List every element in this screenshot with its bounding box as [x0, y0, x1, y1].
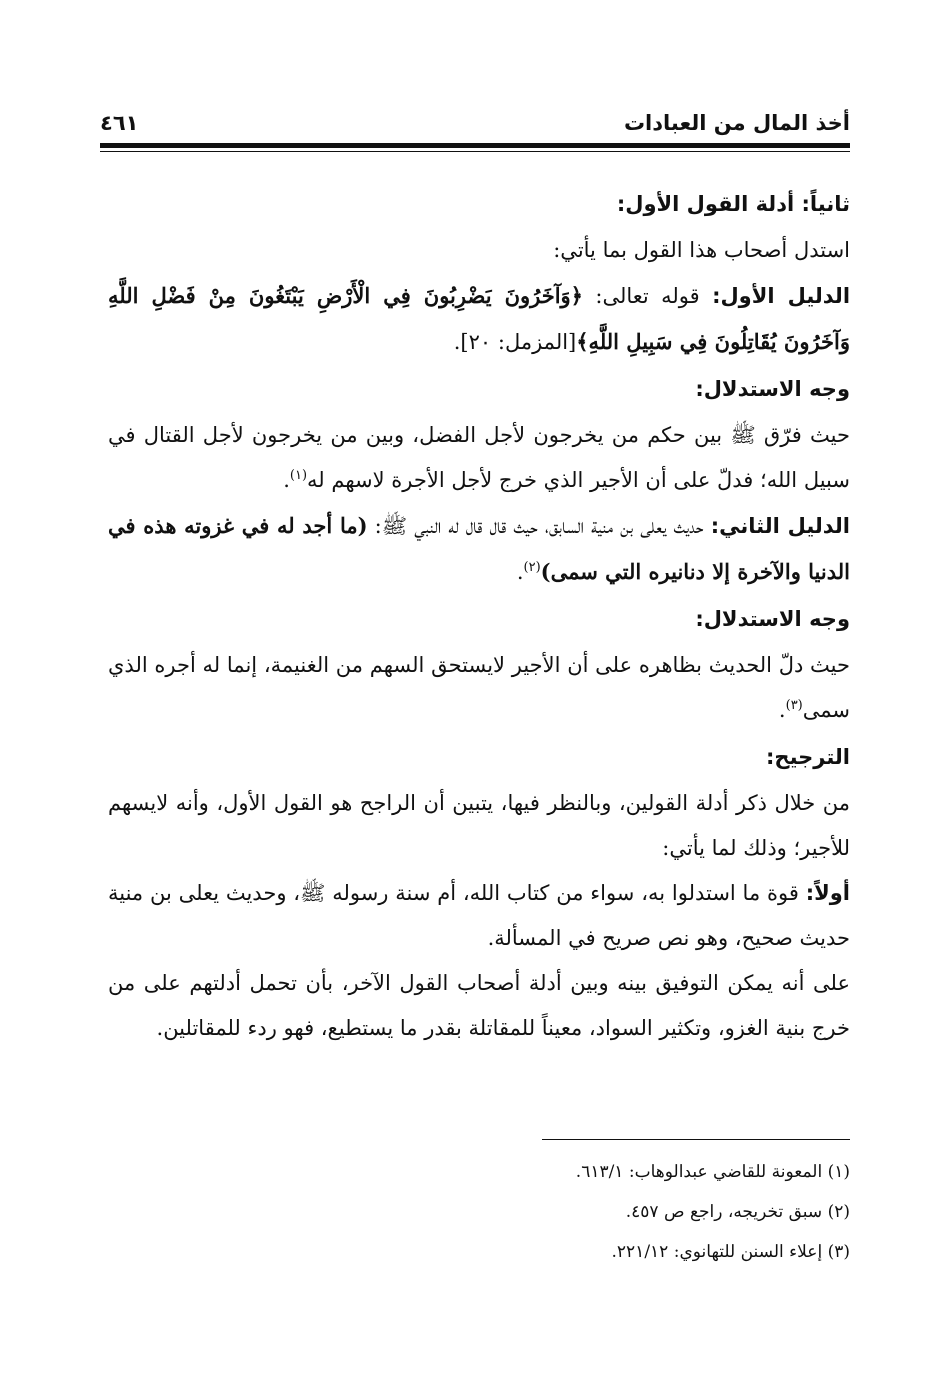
page-number: ٤٦١ [100, 111, 139, 135]
first-evidence-intro: قوله تعالى: [582, 284, 713, 308]
inference-heading-2: وجه الاستدلال: [695, 607, 850, 631]
reconciliation-paragraph: على أنه يمكن التوفيق بينه وبين أدلة أصحاب القول الآخر، بأن تحمل أدلتهم على من خرج بنية الغزو، وتكثير السواد، معيناً للمقاتلة بقدر ما يستطيع، فهو ردء للمقاتلين. [108, 971, 850, 1040]
footnote-2: (٢) سبق تخريجه، راجع ص ٤٥٧. [625, 1202, 850, 1222]
header-rule-thin [100, 151, 850, 152]
intro-paragraph: استدل أصحاب هذا القول بما يأتي: [553, 238, 850, 262]
second-evidence-paragraph: الدليل الثاني: حديث يعلى بن منية السابق، حيث قال قال له النبي ﷺ: (ما أجد له في غزوته هذه في الدنيا والآخرة إلا دنانيره التي سمى)$^{(٢)}$. [108, 513, 850, 584]
first-reason-label: أولاً: [805, 881, 850, 905]
first-reason-text: قوة ما استدلوا به، سواء من كتاب الله، أم سنة رسوله ﷺ، وحديث يعلى بن منية حديث صحيح، وهو نص صريح في المسألة. [108, 881, 850, 950]
preponderance-paragraph: من خلال ذكر أدلة القولين، وبالنظر فيها، يتبين أن الراجح هو القول الأول، وأنه لايسهم للأجير؛ وذلك لما يأتي: [108, 791, 850, 860]
first-evidence-label: الدليل الأول: [712, 284, 851, 308]
preponderance-heading: الترجيح: [766, 745, 850, 769]
first-reason-paragraph [108, 871, 850, 961]
page-body [108, 180, 850, 1051]
hadith-quote: (ما أجد له في غزوته هذه في الدنيا والآخرة إلا دنانيره التي سمى) [108, 513, 850, 584]
header-rule-thick [100, 143, 850, 148]
first-evidence-paragraph [108, 273, 850, 365]
footnote-3: (٣) إعلاء السنن للتهانوي: ٢٢١/١٢. [611, 1242, 850, 1262]
verse-reference: [المزمل: ٢٠]. [453, 330, 577, 354]
footnotes [100, 1152, 850, 1272]
second-evidence-label: الدليل الثاني: [710, 514, 850, 538]
inference-paragraph-1: حيث فرّق ﷺ بين حكم من يخرجون لأجل الفضل، وبين من يخرجون لأجل القتال في سبيل الله؛ فدلّ على أن الأجير الذي خرج لأجل الأجرة لاسهم له$^{(١)}$. [108, 423, 850, 492]
section-heading-evidence: ثانياً: أدلة القول الأول: [616, 192, 850, 216]
footnote-1: (١) المعونة للقاضي عبدالوهاب: ٦١٣/١. [575, 1162, 850, 1182]
footnote-ref-2: (٢) [523, 560, 541, 575]
footnote-separator [542, 1139, 850, 1140]
inference-heading-1: وجه الاستدلال: [695, 377, 850, 401]
footnote-ref-3: (٣) [785, 698, 803, 713]
running-title: أخذ المال من العبادات [623, 111, 850, 135]
footnote-ref-1: (١) [289, 468, 308, 483]
second-evidence-text: حديث يعلى بن منية السابق، حيث قال قال له النبي ﷺ: [367, 514, 711, 538]
inference-paragraph-2: حيث دلّ الحديث بظاهره على أن الأجير لايستحق السهم من الغنيمة، إنما له أجره الذي سمى$^{(٣)}$. [108, 653, 850, 722]
page-header [100, 103, 850, 143]
quran-verse: ﴿وَآخَرُونَ يَضْرِبُونَ فِي الْأَرْضِ يَبْتَغُونَ مِنْ فَضْلِ اللَّهِ وَآخَرُونَ يُقَاتِلُونَ فِي سَبِيلِ اللَّهِ﴾ [108, 283, 850, 354]
